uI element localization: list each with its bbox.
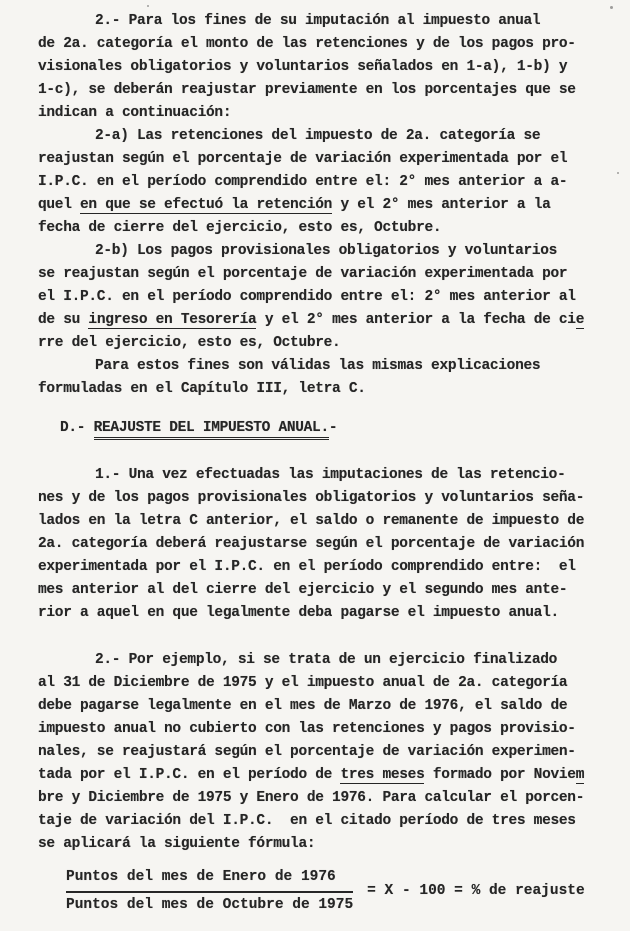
para-validez [38, 355, 612, 401]
heading-d [60, 417, 612, 440]
formula-denominator: Puntos del mes de Octubre de 1975 [66, 897, 354, 913]
text-line [38, 602, 612, 625]
scan-speck [617, 172, 619, 174]
text-segment: bre y Diciembre de 1975 y Enero de 1976. Para calcular el porcen- [38, 790, 585, 806]
text-segment: rre del ejercicio, esto es, Octubre. [38, 335, 341, 351]
text-segment: I.P.C. en el período comprendido entre el: 2° mes anterior a a- [38, 174, 568, 190]
text-line [38, 833, 612, 856]
para-2-intro [38, 10, 612, 125]
formula [66, 866, 612, 917]
text-line [38, 556, 612, 579]
scan-speck [610, 6, 613, 9]
text-line [60, 417, 612, 440]
underlined-text-segment: en que se efectuó la retención [80, 197, 333, 213]
text-segment: y el 2° mes anterior a la fecha de ci [256, 312, 576, 328]
text-segment: 1.- Una vez efectuadas las imputaciones de las retencio- [95, 467, 566, 483]
text-segment: mes anterior al del cierre del ejercicio y el segundo mes ante- [38, 582, 568, 598]
text-line [38, 533, 612, 556]
text-segment: - [328, 420, 338, 436]
text-line [38, 332, 612, 355]
text-segment: 2.- Por ejemplo, si se trata de un ejercicio finalizado [95, 652, 558, 668]
text-line [38, 148, 612, 171]
text-line [38, 718, 612, 741]
text-segment: quel [38, 197, 81, 213]
text-segment: nales, se reajustará según el porcentaje de variación experimen- [38, 744, 576, 760]
text-segment: indican a continuación: [38, 105, 232, 121]
text-line [38, 649, 612, 672]
text-segment: de su [38, 312, 89, 328]
text-segment: taje de variación del I.P.C. en el citado período de tres meses [38, 813, 576, 829]
text-segment: debe pagarse legalmente en el mes de Marzo de 1976, el saldo de [38, 698, 568, 714]
text-line [38, 355, 612, 378]
text-segment: lados en la letra C anterior, el saldo o remanente de impuesto de [38, 513, 585, 529]
text-line [38, 464, 612, 487]
text-line [38, 102, 612, 125]
underlined-text-segment: e [575, 312, 585, 328]
formula-rhs: = X - 100 = % de reajuste [367, 883, 585, 899]
text-segment: formuladas en el Capítulo III, letra C. [38, 381, 366, 397]
underlined-text-segment: m [575, 767, 585, 783]
para-d1 [38, 464, 612, 625]
text-line [38, 810, 612, 833]
text-segment: 2-b) Los pagos provisionales obligatorios y voluntarios [95, 243, 558, 259]
text-segment: y el 2° mes anterior a la [332, 197, 551, 213]
text-line [38, 309, 612, 332]
para-d2 [38, 649, 612, 856]
text-line [38, 672, 612, 695]
text-line [38, 194, 612, 217]
text-line [38, 741, 612, 764]
text-segment: fecha de cierre del ejercicio, esto es, Octubre. [38, 220, 442, 236]
text-segment: 2-a) Las retenciones del impuesto de 2a. categoría se [95, 128, 541, 144]
underlined-text-segment: ingreso en Tesorería [88, 312, 257, 328]
text-line [38, 263, 612, 286]
text-line [38, 240, 612, 263]
text-line [38, 487, 612, 510]
underlined-text-segment: REAJUSTE DEL IMPUESTO ANUAL. [94, 420, 329, 440]
text-segment: impuesto anual no cubierto con las retenciones y pagos provisio- [38, 721, 576, 737]
text-line [38, 125, 612, 148]
text-line [38, 79, 612, 102]
text-segment: 2.- Para los fines de su imputación al impuesto anual [95, 13, 541, 29]
text-segment: D.- [60, 420, 94, 436]
text-segment: Para estos fines son válidas las mismas explicaciones [95, 358, 541, 374]
text-line [38, 217, 612, 240]
text-segment: nes y de los pagos provisionales obligatorios y voluntarios seña- [38, 490, 585, 506]
text-line [38, 510, 612, 533]
document-body [38, 10, 612, 856]
text-segment: 2a. categoría deberá reajustarse según el porcentaje de variación [38, 536, 585, 552]
text-segment: tada por el I.P.C. en el período de [38, 767, 341, 783]
text-segment: el I.P.C. en el período comprendido entre el: 2° mes anterior al [38, 289, 576, 305]
underlined-text-segment: tres meses [340, 767, 425, 783]
formula-fraction [66, 866, 353, 917]
text-segment: reajustan según el porcentaje de variación experimentada por el [38, 151, 568, 167]
text-segment: al 31 de Diciembre de 1975 y el impuesto anual de 2a. categoría [38, 675, 568, 691]
text-segment: se aplicará la siguiente fórmula: [38, 836, 316, 852]
para-2a [38, 125, 612, 240]
text-segment: formado por Novie [424, 767, 576, 783]
text-line [38, 787, 612, 810]
text-line [38, 56, 612, 79]
text-line [38, 764, 612, 787]
text-segment: se reajustan según el porcentaje de variación experimentada por [38, 266, 568, 282]
text-line [38, 378, 612, 401]
text-line [38, 33, 612, 56]
text-segment: experimentada por el I.P.C. en el período comprendido entre: el [38, 559, 576, 575]
text-segment: 1-c), se deberán reajustar previamente en los porcentajes que se [38, 82, 576, 98]
scan-speck [147, 5, 149, 7]
formula-numerator: Puntos del mes de Enero de 1976 [66, 866, 353, 893]
para-2b [38, 240, 612, 355]
text-line [38, 10, 612, 33]
text-segment: visionales obligatorios y voluntarios señalados en 1-a), 1-b) y [38, 59, 568, 75]
text-line [38, 171, 612, 194]
text-line [38, 695, 612, 718]
text-segment: de 2a. categoría el monto de las retenciones y de los pagos pro- [38, 36, 576, 52]
text-segment: rior a aquel en que legalmente deba pagarse el impuesto anual. [38, 605, 559, 621]
text-line [38, 286, 612, 309]
text-line [38, 579, 612, 602]
